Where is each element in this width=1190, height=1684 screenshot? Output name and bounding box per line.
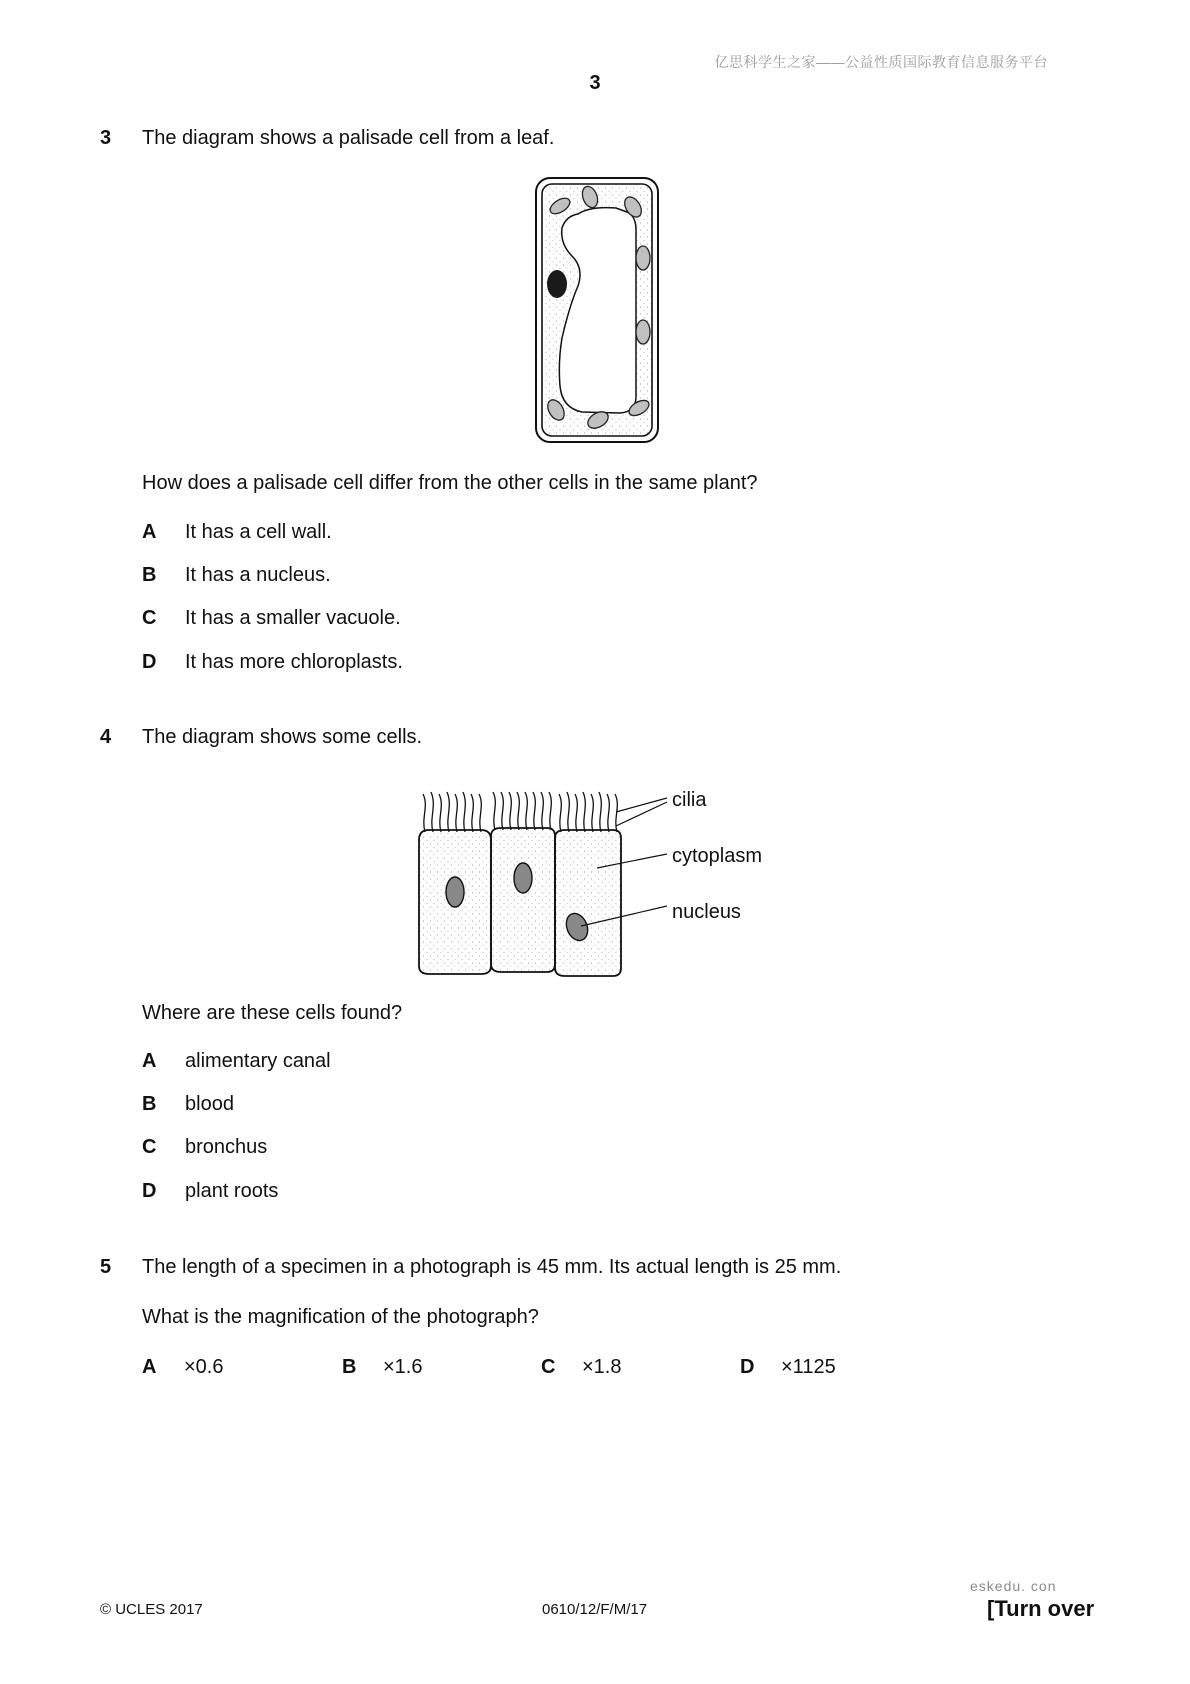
- question-3-option-b-letter: B: [142, 564, 157, 586]
- question-5-option-a-letter: A: [142, 1356, 157, 1378]
- cell-2: [491, 828, 555, 972]
- nucleus: [547, 270, 567, 298]
- question-5-option-d-letter: D: [740, 1356, 755, 1378]
- ciliated-cells-diagram: [415, 772, 795, 978]
- question-4-option-b-letter: B: [142, 1093, 157, 1115]
- question-5-prompt: What is the magnification of the photograph?: [142, 1306, 539, 1328]
- question-3-number: 3: [100, 127, 112, 149]
- palisade-cell-diagram: [520, 172, 670, 452]
- page-number: 3: [589, 72, 601, 94]
- cilia: [423, 792, 617, 832]
- question-4-stem: The diagram shows some cells.: [142, 726, 423, 748]
- footer-watermark: eskedu. con: [970, 1578, 1057, 1594]
- question-3-option-c-text: It has a smaller vacuole.: [185, 607, 401, 629]
- question-4-number: 4: [100, 726, 112, 748]
- question-4-option-c-letter: C: [142, 1136, 157, 1158]
- question-5-number: 5: [100, 1256, 112, 1278]
- cell-3: [555, 830, 621, 976]
- header-watermark: 亿思科学生之家——公益性质国际教育信息服务平台: [714, 54, 1048, 70]
- question-5-option-c-text: ×1.8: [582, 1356, 622, 1378]
- question-5-option-b-text: ×1.6: [383, 1356, 423, 1378]
- nucleus-1: [446, 877, 464, 907]
- question-4-option-c-text: bronchus: [185, 1136, 268, 1158]
- turn-over-label: [Turn over: [987, 1596, 1095, 1621]
- nucleus-2: [514, 863, 532, 893]
- question-4-option-b-text: blood: [185, 1093, 234, 1115]
- question-3-option-d-text: It has more chloroplasts.: [185, 651, 403, 673]
- label-nucleus: nucleus: [672, 901, 741, 923]
- footer-copyright: © UCLES 2017: [100, 1601, 203, 1618]
- question-4-option-a-text: alimentary canal: [185, 1050, 331, 1072]
- label-cytoplasm: cytoplasm: [672, 845, 763, 867]
- question-4-option-d-text: plant roots: [185, 1180, 279, 1202]
- question-3-option-a-letter: A: [142, 521, 157, 543]
- question-3-option-d-letter: D: [142, 651, 157, 673]
- question-5-stem: The length of a specimen in a photograph is 45 mm. Its actual length is 25 mm.: [142, 1256, 842, 1278]
- question-4-option-d-letter: D: [142, 1180, 157, 1202]
- question-3-prompt: How does a palisade cell differ from the other cells in the same plant?: [142, 472, 758, 494]
- question-4-option-a-letter: A: [142, 1050, 157, 1072]
- question-3-option-b-text: It has a nucleus.: [185, 564, 331, 586]
- vacuole: [559, 208, 636, 413]
- question-5-option-b-letter: B: [342, 1356, 357, 1378]
- question-3-stem: The diagram shows a palisade cell from a leaf.: [142, 127, 555, 149]
- question-4-prompt: Where are these cells found?: [142, 1002, 403, 1024]
- question-3-option-a-text: It has a cell wall.: [185, 521, 332, 543]
- question-3-option-c-letter: C: [142, 607, 157, 629]
- question-5-option-d-text: ×1125: [781, 1356, 836, 1378]
- footer-paper-code: 0610/12/F/M/17: [542, 1601, 648, 1618]
- label-cilia: cilia: [672, 789, 707, 811]
- question-5-option-a-text: ×0.6: [184, 1356, 224, 1378]
- question-5-option-c-letter: C: [541, 1356, 556, 1378]
